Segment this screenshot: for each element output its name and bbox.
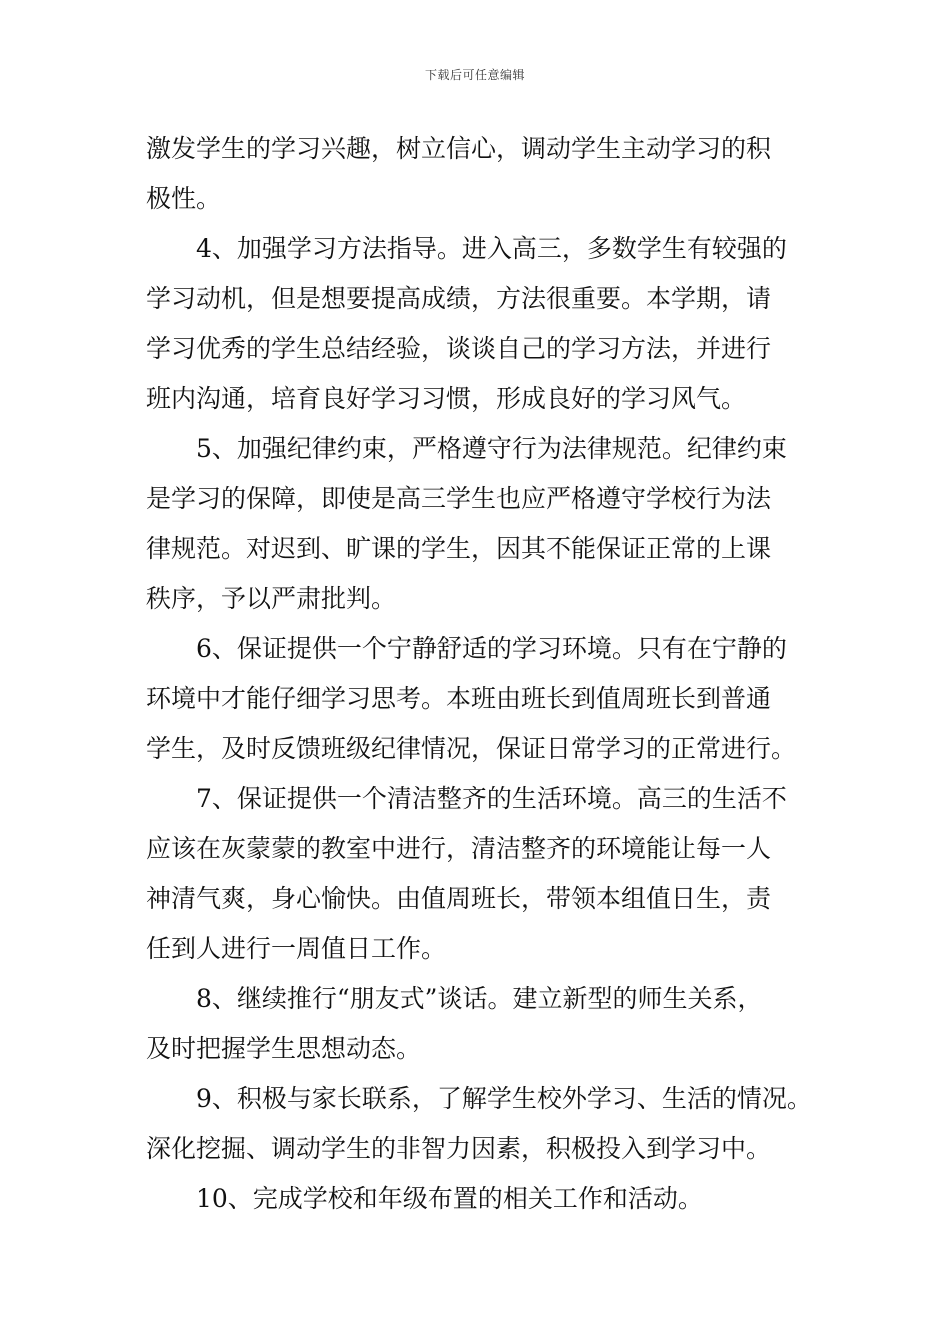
text-line: 班内沟通，培育良好学习习惯，形成良好的学习风气。 [146, 384, 747, 413]
text-line: 神清气爽，身心愉快。由值周班长，带领本组值日生，责 [146, 884, 772, 913]
header-note: 下载后可任意编辑 [424, 68, 525, 82]
text-line: 学生，及时反馈班级纪律情况，保证日常学习的正常进行。 [146, 734, 797, 763]
document-body [146, 124, 818, 1224]
text-line: 及时把握学生思想动态。 [146, 1034, 422, 1063]
paragraph-item-7 [146, 774, 818, 974]
text-line: 4、加强学习方法指导。进入高三，多数学生有较强的 [196, 234, 787, 263]
text-line: 秩序，予以严肃批判。 [146, 584, 397, 613]
paragraph-item-5 [146, 424, 818, 624]
paragraph-intro-continuation [146, 124, 818, 224]
text-line: 7、保证提供一个清洁整齐的生活环境。高三的生活不 [196, 784, 787, 813]
text-line: 极性。 [146, 184, 222, 213]
text-line: 律规范。对迟到、旷课的学生，因其不能保证正常的上课 [146, 534, 772, 563]
text-line: 学习动机，但是想要提高成绩，方法很重要。本学期，请 [146, 284, 772, 313]
text-line: 深化挖掘、调动学生的非智力因素，积极投入到学习中。 [146, 1134, 772, 1163]
text-line: 9、积极与家长联系，了解学生校外学习、生活的情况。 [196, 1084, 812, 1113]
text-line: 是学习的保障，即使是高三学生也应严格遵守学校行为法 [146, 484, 772, 513]
text-line: 学习优秀的学生总结经验，谈谈自己的学习方法，并进行 [146, 334, 772, 363]
paragraph-item-8 [146, 974, 818, 1074]
text-line: 6、保证提供一个宁静舒适的学习环境。只有在宁静的 [196, 634, 787, 663]
text-line: 环境中才能仔细学习思考。本班由班长到值周班长到普通 [146, 684, 772, 713]
paragraph-item-6 [146, 624, 818, 774]
paragraph-item-10 [146, 1174, 818, 1224]
text-line: 5、加强纪律约束，严格遵守行为法律规范。纪律约束 [196, 434, 787, 463]
paragraph-item-9 [146, 1074, 818, 1174]
text-line: 应该在灰蒙蒙的教室中进行，清洁整齐的环境能让每一人 [146, 834, 772, 863]
text-line: 8、继续推行“朋友式”谈话。建立新型的师生关系， [196, 984, 763, 1013]
text-line: 10、完成学校和年级布置的相关工作和活动。 [196, 1184, 703, 1213]
text-line: 激发学生的学习兴趣，树立信心，调动学生主动学习的积 [146, 134, 772, 163]
paragraph-item-4 [146, 224, 818, 424]
text-line: 任到人进行一周值日工作。 [146, 934, 447, 963]
